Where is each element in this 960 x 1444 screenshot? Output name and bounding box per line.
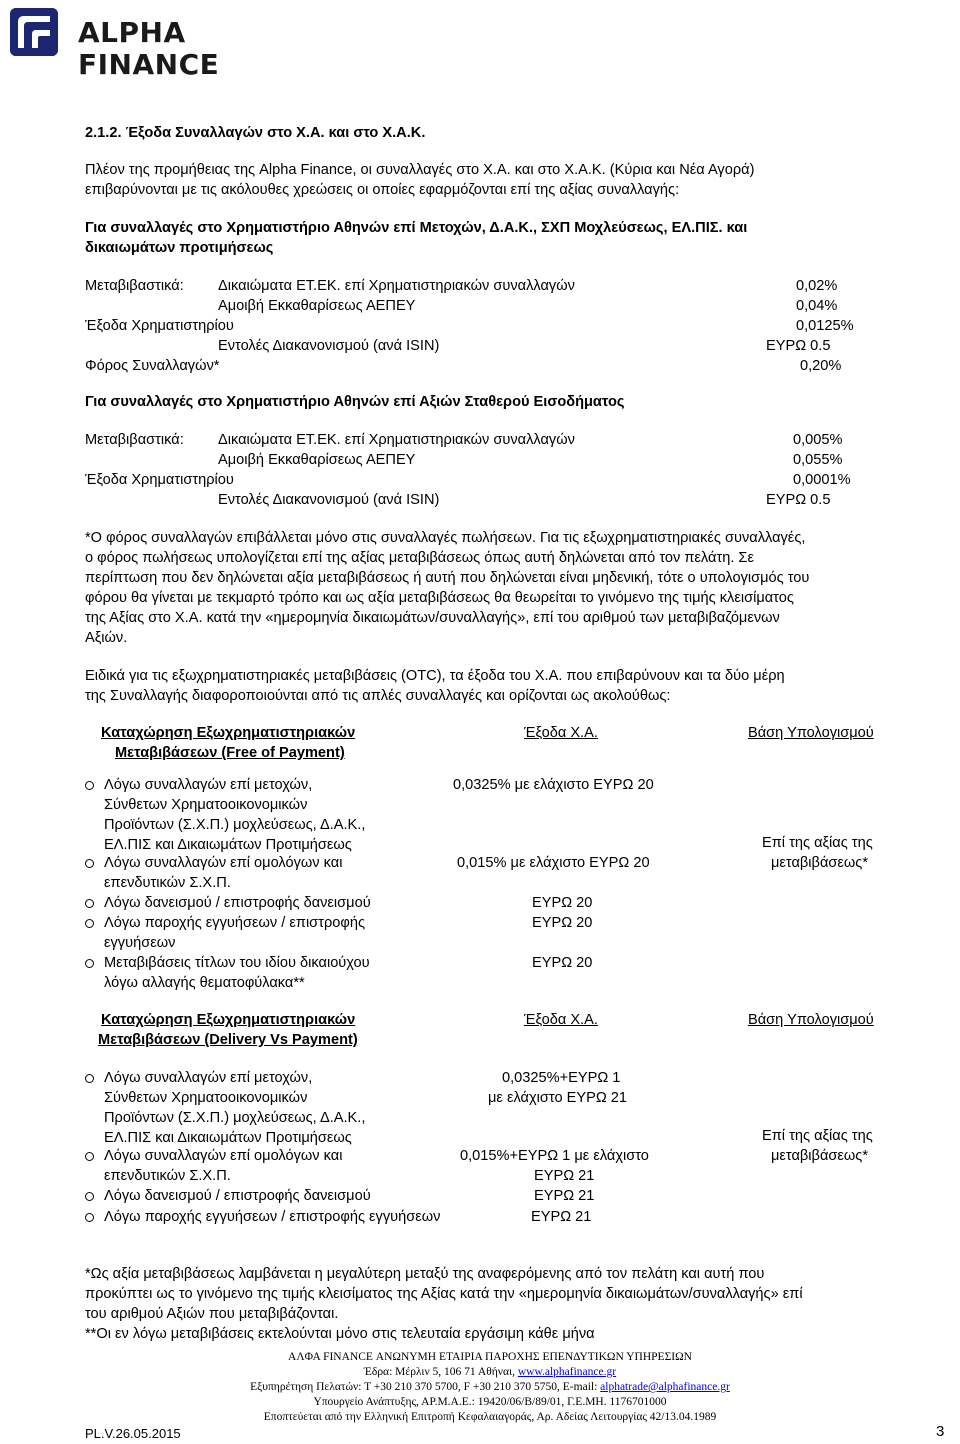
footer-email-link[interactable]: alphatrade@alphafinance.gr bbox=[600, 1381, 730, 1393]
fop-item-fee: ΕΥΡΩ 20 bbox=[532, 915, 593, 931]
fop-col-fees: Έξοδα Χ.Α. bbox=[524, 725, 598, 741]
tax-note-line: *Ο φόρος συναλλαγών επιβάλλεται μόνο στις συναλλαγές πωλήσεων. Για τις εξωχρηματιστηριακές συναλλαγές, bbox=[85, 530, 806, 546]
fop-basis-line: μεταβιβάσεως* bbox=[771, 855, 868, 871]
fixed-income-row-value: 0,005% bbox=[793, 432, 843, 448]
dvp-item-fee: 0,0325%+ΕΥΡΩ 1 bbox=[502, 1070, 621, 1086]
equities-row-value: ΕΥΡΩ 0.5 bbox=[766, 338, 831, 354]
equities-heading-1: Για συναλλαγές στο Χρηματιστήριο Αθηνών επί Μετοχών, Δ.Α.Κ., ΣΧΠ Μοχλεύσεως, ΕΛ.ΠΙΣ. και bbox=[85, 220, 748, 236]
footer-registry: Υπουργείο Ανάπτυξης, ΑΡ.Μ.Α.Ε.: 19420/06/Β/89/01, Γ.Ε.ΜΗ. 1176701000 bbox=[313, 1396, 667, 1408]
fop-item-line: Προϊόντων (Σ.Χ.Π.) μοχλεύσεως, Δ.Α.Κ., bbox=[104, 817, 366, 833]
fop-item-fee: 0,015% με ελάχιστο ΕΥΡΩ 20 bbox=[457, 855, 650, 871]
bullet-icon bbox=[85, 1213, 94, 1222]
equities-row-label: Έξοδα Χρηματιστηρίου bbox=[85, 318, 234, 334]
footer-service-line bbox=[180, 1380, 800, 1396]
fop-item-line: εγγυήσεων bbox=[104, 935, 176, 951]
dvp-item-line: Προϊόντων (Σ.Χ.Π.) μοχλεύσεως, Δ.Α.Κ., bbox=[104, 1110, 366, 1126]
fixed-income-row-item: Εντολές Διακανονισμού (ανά ISIN) bbox=[218, 492, 440, 508]
brand-name: ALPHA FINANCE bbox=[78, 16, 220, 81]
footnote-line: του αριθμού Αξιών που μεταβιβάζονται. bbox=[85, 1306, 339, 1322]
tax-note-line: ο φόρος πωλήσεως υπολογίζεται επί της αξίας μεταβιβάσεως όπως αυτή δηλώνεται από τον πελάτη. Σε bbox=[85, 550, 754, 566]
fop-basis-line: Επί της αξίας της bbox=[762, 835, 873, 851]
footer-address: Έδρα: Μέρλιν 5, 106 71 Αθήναι, bbox=[363, 1366, 518, 1378]
footer-supervision: Εποπτεύεται από την Ελληνική Επιτροπή Κεφαλαιαγοράς, Αρ. Αδείας Λειτουργίας 42/13.04.1989 bbox=[263, 1411, 717, 1423]
footer-website-link[interactable]: www.alphafinance.gr bbox=[517, 1366, 617, 1378]
tax-note-line: Αξιών. bbox=[85, 630, 128, 646]
bullet-icon bbox=[85, 1192, 94, 1201]
fixed-income-row-item: Δικαιώματα ΕΤ.ΕΚ. επί Χρηματιστηριακών συναλλαγών bbox=[218, 432, 575, 448]
footnote-line: **Οι εν λόγω μεταβιβάσεις εκτελούνται μόνο στις τελευταία εργάσιμη κάθε μήνα bbox=[85, 1326, 595, 1342]
tax-note-line: περίπτωση που δεν δηλώνεται αξία μεταβιβάσεως ή αυτή που δηλώνεται είναι μηδενική, τότε ο υπολογισμός του bbox=[85, 570, 810, 586]
equities-row-label: Φόρος Συναλλαγών* bbox=[85, 358, 220, 374]
fop-title-2: Μεταβιβάσεων (Free of Payment) bbox=[115, 745, 345, 761]
otc-note-line: Ειδικά για τις εξωχρηματιστηριακές μεταβιβάσεις (OTC), τα έξοδα του Χ.Α. που επιβαρύνουν και τα δύο μέρη bbox=[85, 668, 785, 684]
page-number: 3 bbox=[936, 1423, 945, 1440]
equities-row-label: Μεταβιβαστικά: bbox=[85, 278, 184, 294]
fop-item-fee: 0,0325% με ελάχιστο ΕΥΡΩ 20 bbox=[453, 777, 654, 793]
fop-item-line: Σύνθετων Χρηματοοικονομικών bbox=[104, 797, 308, 813]
fop-item-line: Λόγω συναλλαγών επί μετοχών, bbox=[104, 777, 313, 793]
fixed-income-row-label: Έξοδα Χρηματιστηρίου bbox=[85, 472, 234, 488]
alpha-finance-logo-icon bbox=[10, 8, 58, 56]
equities-row-value: 0,04% bbox=[796, 298, 838, 314]
fop-title-1: Καταχώρηση Εξωχρηματιστηριακών bbox=[101, 725, 356, 741]
fop-item-fee: ΕΥΡΩ 20 bbox=[532, 895, 593, 911]
fixed-income-row-item: Αμοιβή Εκκαθαρίσεως ΑΕΠΕΥ bbox=[218, 452, 416, 468]
equities-row-value: 0,02% bbox=[796, 278, 838, 294]
fop-col-basis: Βάση Υπολογισμού bbox=[748, 725, 874, 741]
equities-row-value: 0,0125% bbox=[796, 318, 854, 334]
dvp-item-fee: ΕΥΡΩ 21 bbox=[534, 1188, 595, 1204]
bullet-icon bbox=[85, 959, 94, 968]
equities-row-item: Δικαιώματα ΕΤ.ΕΚ. επί Χρηματιστηριακών συναλλαγών bbox=[218, 278, 575, 294]
dvp-item-fee: ΕΥΡΩ 21 bbox=[531, 1209, 592, 1225]
otc-note-line: της Συναλλαγής διαφοροποιούνται από τις απλές συναλλαγές και ορίζονται ως ακολούθως: bbox=[85, 688, 671, 704]
dvp-item-fee: με ελάχιστο ΕΥΡΩ 21 bbox=[488, 1090, 628, 1106]
fop-item-line: Λόγω παροχής εγγυήσεων / επιστροφής bbox=[104, 915, 365, 931]
fop-item-line: ΕΛ.ΠΙΣ και Δικαιωμάτων Προτιμήσεως bbox=[104, 837, 352, 853]
tax-note-line: της Αξίας στο Χ.Α. κατά την «ημερομηνία δικαιωμάτων/συναλλαγής», επί του αριθμού των μεταβιβαζόμενων bbox=[85, 610, 780, 626]
footnote-line: *Ως αξία μεταβιβάσεως λαμβάνεται η μεγαλύτερη μεταξύ της αναφερόμενης από τον πελάτη και αυτή που bbox=[85, 1266, 765, 1282]
fixed-income-heading: Για συναλλαγές στο Χρηματιστήριο Αθηνών επί Αξιών Σταθερού Εισοδήματος bbox=[85, 394, 625, 410]
fop-item-line: Μεταβιβάσεις τίτλων του ιδίου δικαιούχου bbox=[104, 955, 370, 971]
footnote-line: προκύπτει ως το γινόμενο της τιμής κλεισίματος της Αξίας κατά την «ημερομηνία δικαιωμάτων/συναλλαγής» επί bbox=[85, 1286, 803, 1302]
footer-company: ΑΛΦΑ FINANCE ΑΝΩΝΥΜΗ ΕΤΑΙΡΙΑ ΠΑΡΟΧΗΣ ΕΠΕΝΔΥΤΙΚΩΝ ΥΠΗΡΕΣΙΩΝ bbox=[288, 1351, 692, 1363]
dvp-item-line: Λόγω συναλλαγών επί μετοχών, bbox=[104, 1070, 313, 1086]
equities-row-value: 0,20% bbox=[800, 358, 842, 374]
dvp-item-line: επενδυτικών Σ.Χ.Π. bbox=[104, 1168, 231, 1184]
dvp-item-line: Λόγω παροχής εγγυήσεων / επιστροφής εγγυήσεων bbox=[104, 1209, 441, 1225]
dvp-basis-line: μεταβιβάσεως* bbox=[771, 1148, 868, 1164]
dvp-col-fees: Έξοδα Χ.Α. bbox=[524, 1012, 598, 1028]
section-title: 2.1.2. Έξοδα Συναλλαγών στο Χ.Α. και στο Χ.Α.Κ. bbox=[85, 125, 426, 141]
dvp-col-basis: Βάση Υπολογισμού bbox=[748, 1012, 874, 1028]
bullet-icon bbox=[85, 1074, 94, 1083]
fixed-income-row-value: ΕΥΡΩ 0.5 bbox=[766, 492, 831, 508]
fixed-income-row-value: 0,0001% bbox=[793, 472, 851, 488]
fop-item-line: Λόγω δανεισμού / επιστροφής δανεισμού bbox=[104, 895, 371, 911]
dvp-item-line: Λόγω συναλλαγών επί ομολόγων και bbox=[104, 1148, 343, 1164]
dvp-item-line: Λόγω δανεισμού / επιστροφής δανεισμού bbox=[104, 1188, 371, 1204]
dvp-title-2: Μεταβιβάσεων (Delivery Vs Payment) bbox=[98, 1032, 358, 1048]
equities-heading-2: δικαιωμάτων προτιμήσεως bbox=[85, 240, 274, 256]
dvp-item-fee: 0,015%+ΕΥΡΩ 1 με ελάχιστο bbox=[460, 1148, 649, 1164]
bullet-icon bbox=[85, 859, 94, 868]
document-version: PL.V.26.05.2015 bbox=[85, 1426, 181, 1441]
fixed-income-row-value: 0,055% bbox=[793, 452, 843, 468]
bullet-icon bbox=[85, 781, 94, 790]
intro-line-1: Πλέον της προμήθειας της Alpha Finance, οι συναλλαγές στο Χ.Α. και στο Χ.Α.Κ. (Κύρια και Νέα Αγορά) bbox=[85, 162, 755, 178]
fop-item-line: επενδυτικών Σ.Χ.Π. bbox=[104, 875, 231, 891]
dvp-title-1: Καταχώρηση Εξωχρηματιστηριακών bbox=[101, 1012, 356, 1028]
footer-service: Εξυπηρέτηση Πελατών: Τ +30 210 370 5700, F +30 210 370 5750, E-mail: bbox=[250, 1381, 601, 1393]
bullet-icon bbox=[85, 899, 94, 908]
dvp-item-line: Σύνθετων Χρηματοοικονομικών bbox=[104, 1090, 308, 1106]
bullet-icon bbox=[85, 1152, 94, 1161]
footer-address-line bbox=[180, 1365, 800, 1381]
equities-row-item: Αμοιβή Εκκαθαρίσεως ΑΕΠΕΥ bbox=[218, 298, 416, 314]
fop-item-fee: ΕΥΡΩ 20 bbox=[532, 955, 593, 971]
intro-line-2: επιβαρύνονται με τις ακόλουθες χρεώσεις οι οποίες εφαρμόζονται επί της αξίας συναλλαγής: bbox=[85, 182, 680, 198]
dvp-item-line: ΕΛ.ΠΙΣ και Δικαιωμάτων Προτιμήσεως bbox=[104, 1130, 352, 1146]
fixed-income-row-label: Μεταβιβαστικά: bbox=[85, 432, 184, 448]
bullet-icon bbox=[85, 919, 94, 928]
fop-item-line: λόγω αλλαγής θεματοφύλακα** bbox=[104, 975, 305, 991]
equities-row-item: Εντολές Διακανονισμού (ανά ISIN) bbox=[218, 338, 440, 354]
fop-item-line: Λόγω συναλλαγών επί ομολόγων και bbox=[104, 855, 343, 871]
dvp-basis-line: Επί της αξίας της bbox=[762, 1128, 873, 1144]
tax-note-line: φόρου θα γίνεται με τεκμαρτό τρόπο και ως αξία μεταβιβάσεως θα θεωρείται το γινόμενο της τιμής κλεισίματος bbox=[85, 590, 794, 606]
dvp-item-fee: ΕΥΡΩ 21 bbox=[534, 1168, 595, 1184]
